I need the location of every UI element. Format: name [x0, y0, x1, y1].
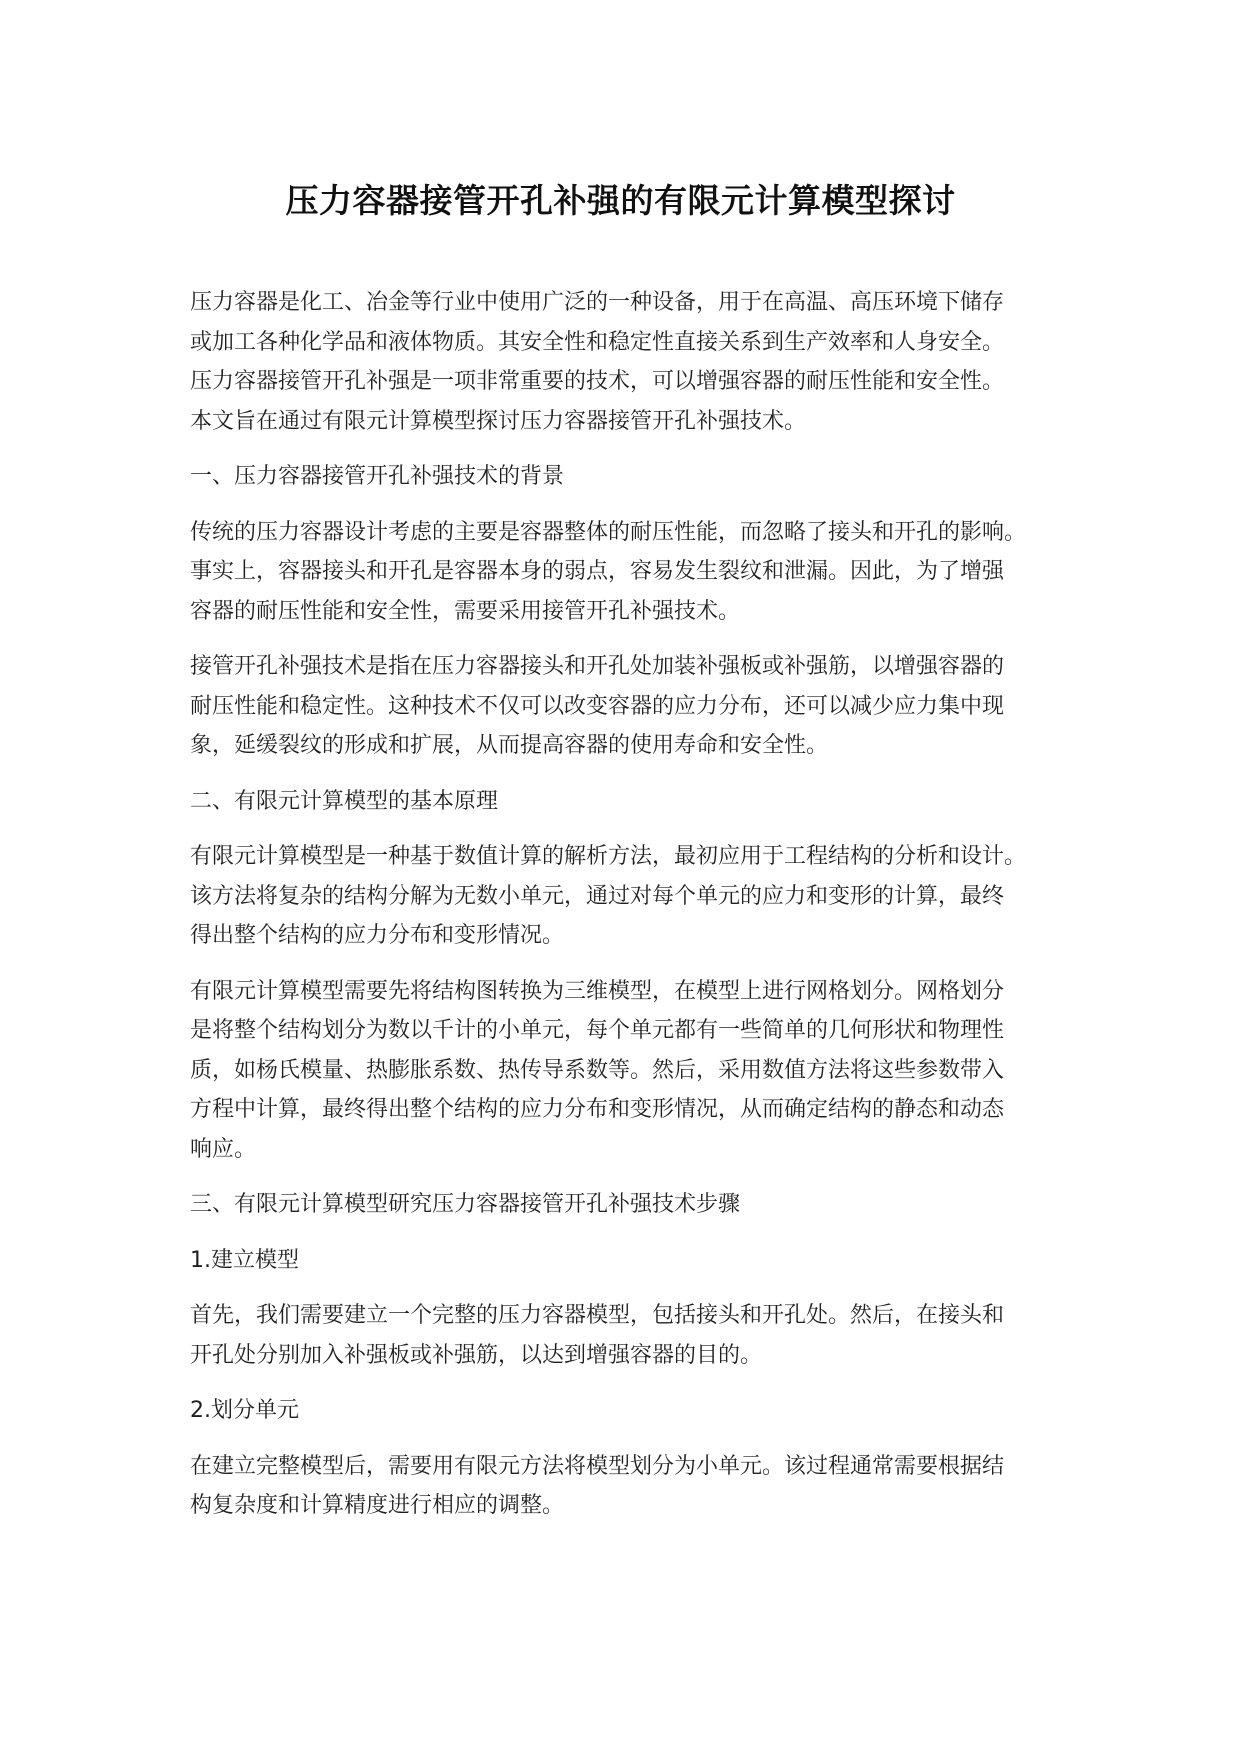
text-line: 质，如杨氏模量、热膨胀系数、热传导系数等。然后，采用数值方法将这些参数带入	[190, 1057, 1005, 1083]
text-line: 开孔处分别加入补强板或补强筋，以达到增强容器的目的。	[190, 1342, 763, 1368]
text-line: 构复杂度和计算精度进行相应的调整。	[190, 1493, 565, 1518]
body-paragraph	[190, 513, 1070, 632]
text-line: 是将整个结构划分为数以千计的小单元，每个单元都有一些简单的几何形状和物理性	[190, 1018, 1005, 1043]
text-line: 压力容器接管开孔补强是一项非常重要的技术，可以增强容器的耐压性能和安全性。	[190, 369, 1005, 394]
heading-text: 2.划分单元	[190, 1398, 299, 1423]
step-heading-2	[190, 1391, 1070, 1431]
intro-paragraph	[190, 283, 1070, 441]
text-line: 传统的压力容器设计考虑的主要是容器整体的耐压性能，而忽略了接头和开孔的影响。	[190, 519, 1027, 545]
text-line: 本文旨在通过有限元计算模型探讨压力容器接管开孔补强技术。	[190, 408, 807, 434]
heading-text: 三、有限元计算模型研究压力容器接管开孔补强技术步骤	[190, 1192, 741, 1217]
text-line: 方程中计算，最终得出整个结构的应力分布和变形情况，从而确定结构的静态和动态	[190, 1097, 1005, 1122]
body-paragraph	[190, 647, 1070, 766]
body-paragraph	[190, 837, 1070, 956]
document-title: 压力容器接管开孔补强的有限元计算模型探讨	[285, 181, 956, 220]
text-line: 压力容器是化工、冶金等行业中使用广泛的一种设备，用于在高温、高压环境下储存	[190, 290, 1005, 315]
text-line: 有限元计算模型是一种基于数值计算的解析方法，最初应用于工程结构的分析和设计。	[190, 844, 1027, 869]
section-heading-3	[190, 1185, 1070, 1225]
text-line: 在建立完整模型后，需要用有限元方法将模型划分为小单元。该过程通常需要根据结	[190, 1453, 1005, 1479]
text-line: 容器的耐压性能和安全性，需要采用接管开孔补强技术。	[190, 598, 741, 624]
text-line: 或加工各种化学品和液体物质。其安全性和稳定性直接关系到生产效率和人身安全。	[190, 329, 1005, 355]
heading-text: 二、有限元计算模型的基本原理	[190, 788, 499, 814]
section-heading-1	[190, 457, 1070, 497]
heading-text: 1.建立模型	[190, 1247, 299, 1273]
body-paragraph	[190, 1447, 1070, 1526]
text-line: 象，延缓裂纹的形成和扩展，从而提高容器的使用寿命和安全性。	[190, 733, 829, 758]
text-line: 响应。	[190, 1136, 257, 1162]
text-line: 接管开孔补强技术是指在压力容器接头和开孔处加装补强板或补强筋，以增强容器的	[190, 654, 1005, 679]
step-heading-1	[190, 1241, 1070, 1281]
text-line: 耐压性能和稳定性。这种技术不仅可以改变容器的应力分布，还可以减少应力集中现	[190, 693, 1005, 719]
document-body	[190, 283, 1070, 1526]
text-line: 事实上，容器接头和开孔是容器本身的弱点，容易发生裂纹和泄漏。因此，为了增强	[190, 559, 1005, 584]
section-heading-2	[190, 782, 1070, 822]
text-line: 得出整个结构的应力分布和变形情况。	[190, 923, 565, 948]
body-paragraph	[190, 972, 1070, 1170]
heading-text: 一、压力容器接管开孔补强技术的背景	[190, 464, 565, 489]
text-line: 该方法将复杂的结构分解为无数小单元，通过对每个单元的应力和变形的计算，最终	[190, 883, 1005, 909]
text-line: 有限元计算模型需要先将结构图转换为三维模型，在模型上进行网格划分。网格划分	[190, 978, 1005, 1004]
body-paragraph	[190, 1296, 1070, 1375]
text-line: 首先，我们需要建立一个完整的压力容器模型，包括接头和开孔处。然后，在接头和	[190, 1303, 1005, 1328]
